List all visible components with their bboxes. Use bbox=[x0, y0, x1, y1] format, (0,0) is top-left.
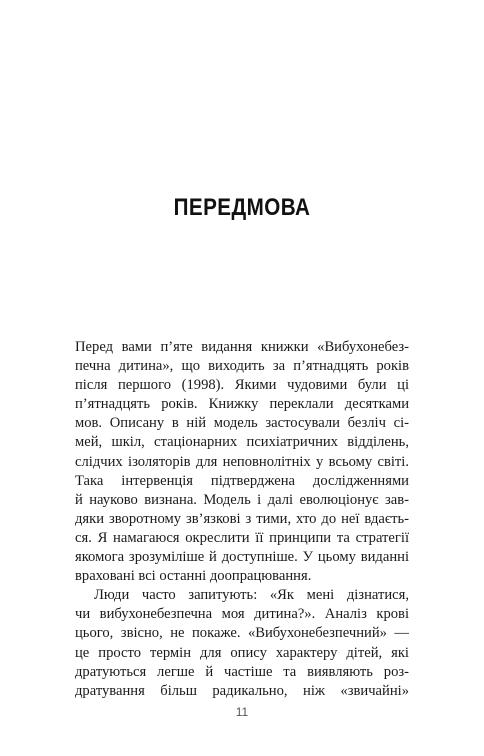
paragraph-2-line: чи вибухонебезпечна моя дитина?». Аналіз крові bbox=[75, 606, 409, 623]
paragraph-1-line: мей, шкіл, стаціонарних психіатричних відділень, bbox=[75, 434, 409, 451]
paragraph-1-line: печна дитина», що виходить за п’ятнадцять років bbox=[75, 358, 409, 375]
paragraph-1-line: мов. Описану в ній модель застосували безліч сі- bbox=[75, 415, 409, 432]
page-number: 11 bbox=[235, 705, 249, 719]
paragraph-1-line: слідчих ізоляторів для неповнолітніх у всьому світі. bbox=[75, 453, 409, 470]
paragraph-1-line: Перед вами п’яте видання книжки «Вибухонебез- bbox=[75, 339, 409, 355]
paragraph-1-line: дяки зворотному зв’язкові з тими, хто до неї вдаєть- bbox=[75, 510, 409, 527]
paragraph-2-line: дратування більш радикально, ніж «звичайні» bbox=[75, 682, 409, 699]
paragraph-2-line: Люди часто запитують: «Як мені дізнатися, bbox=[94, 587, 409, 604]
paragraph-1-line: враховані всі останні доопрацювання. bbox=[75, 568, 312, 585]
paragraph-1-line: п’ятнадцять років. Книжку переклали десятками bbox=[75, 396, 409, 413]
paragraph-2-line: цього, звісно, не покаже. «Вибухонебезпечний» — bbox=[75, 625, 409, 642]
chapter-title: ПЕРЕДМОВА bbox=[173, 194, 311, 221]
paragraph-1-line: після першого (1998). Якими чудовими були ці bbox=[75, 377, 409, 394]
body-text bbox=[75, 338, 409, 701]
paragraph-1-line: ся. Я намагаюся окреслити її принципи та стратегії bbox=[75, 529, 409, 546]
paragraph-1-line: Така інтервенція підтверджена дослідженнями bbox=[75, 472, 409, 489]
paragraph-1-line: й науково визнана. Модель і далі еволюціонує зав- bbox=[75, 491, 409, 508]
paragraph-1-line: якомога зрозуміліше й доступніше. У цьому виданні bbox=[75, 549, 409, 566]
paragraph-2-line: дратуються легше й частіше та виявляють роз- bbox=[75, 663, 409, 680]
paragraph-2-line: це просто термін для опису характеру дітей, які bbox=[75, 644, 409, 661]
